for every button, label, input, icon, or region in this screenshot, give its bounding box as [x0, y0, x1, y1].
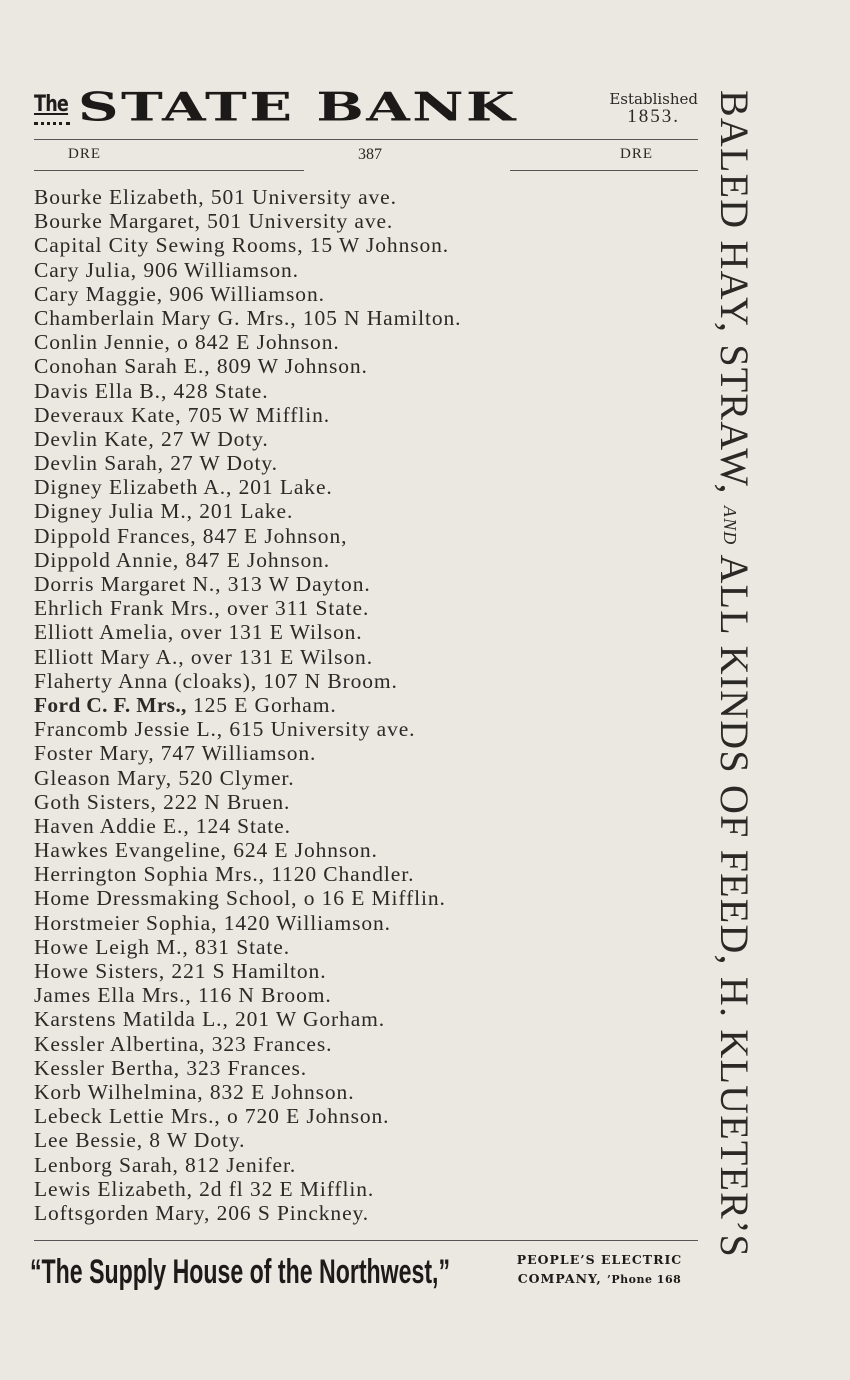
directory-entry	[34, 403, 461, 427]
directory-entry	[34, 693, 461, 717]
entry-name: Lee Bessie,	[34, 1128, 144, 1153]
directory-entry	[34, 1128, 461, 1152]
entry-address: 747 Williamson.	[160, 741, 317, 766]
entry-name: Digney Elizabeth A.,	[34, 475, 233, 500]
footer-company-ad	[497, 1250, 702, 1289]
entry-address: 323 Frances.	[186, 1055, 307, 1080]
entry-address: 8 W Doty.	[149, 1128, 246, 1153]
entry-name: Davis Ella B.,	[34, 378, 168, 403]
entry-name: Kessler Albertina,	[34, 1031, 206, 1056]
directory-entry	[34, 766, 461, 790]
entry-address: 812 Jenifer.	[185, 1152, 297, 1177]
left-guide-word: DRE	[68, 146, 101, 162]
directory-entry	[34, 209, 461, 233]
directory-entry	[34, 717, 461, 741]
entry-name: Conlin Jennie,	[34, 330, 171, 355]
entry-address: 832 E Johnson.	[209, 1079, 355, 1104]
entry-name: Elliott Amelia,	[34, 620, 175, 645]
entry-address: 501 University ave.	[210, 185, 397, 209]
directory-entry	[34, 524, 461, 548]
entry-address: 27 W Doty.	[170, 451, 278, 476]
directory-entry	[34, 959, 461, 983]
running-head-rule-right	[510, 170, 698, 171]
entry-address: 323 Frances.	[211, 1031, 333, 1056]
entry-address: 15 W Johnson.	[309, 233, 450, 258]
side-ad-part1: BALED HAY, STRAW,	[712, 90, 757, 495]
entry-name: Ehrlich Frank Mrs.,	[34, 596, 221, 621]
entry-name: Lenborg Sarah,	[34, 1152, 179, 1177]
entry-name: Cary Julia,	[34, 257, 138, 282]
entry-name: Hawkes Evangeline,	[34, 838, 227, 863]
entry-name: Howe Sisters,	[34, 959, 166, 983]
entry-address: 201 Lake.	[238, 475, 333, 500]
entry-address: 847 E Johnson,	[202, 523, 348, 548]
footer-company-line2: COMPANY,	[517, 1271, 602, 1286]
directory-entries	[34, 185, 461, 1225]
directory-entry	[34, 475, 461, 499]
footer-rule	[34, 1240, 698, 1241]
entry-address: 1120 Chandler.	[271, 862, 415, 887]
directory-entry	[34, 451, 461, 475]
entry-address: 501 University ave.	[207, 209, 394, 234]
entry-name: Devlin Sarah,	[34, 451, 164, 476]
footer-slogan: “The Supply House of the Northwest,”	[30, 1253, 451, 1291]
entry-name: Kessler Bertha,	[34, 1055, 181, 1080]
established-label: Established	[609, 90, 698, 108]
entry-name: Horstmeier Sophia,	[34, 910, 218, 935]
side-ad-clip	[690, 80, 760, 1295]
banner-ornament	[34, 122, 70, 129]
directory-entry	[34, 427, 461, 451]
entry-address: 847 E Johnson.	[185, 547, 331, 572]
directory-entry	[34, 741, 461, 765]
directory-entry	[34, 790, 461, 814]
right-guide-word: DRE	[620, 146, 653, 162]
entry-address: 906 Williamson.	[169, 281, 325, 306]
entry-name: Deveraux Kate,	[34, 402, 182, 427]
established-block	[609, 90, 698, 126]
entry-address: 1420 Williamson.	[223, 910, 391, 935]
entry-name: Dippold Annie,	[34, 547, 180, 572]
directory-entry	[34, 1104, 461, 1128]
footer-company-line1: PEOPLE’S ELECTRIC	[516, 1252, 683, 1267]
directory-entry	[34, 596, 461, 620]
directory-entry	[34, 1201, 461, 1225]
entry-name: Goth Sisters,	[34, 789, 157, 814]
entry-address: o 720 E Johnson.	[226, 1104, 390, 1129]
entry-name: Digney Julia M.,	[34, 499, 193, 524]
entry-name: Ford C. F. Mrs.,	[34, 692, 187, 717]
directory-entry	[34, 1080, 461, 1104]
entry-address: 124 State.	[195, 813, 291, 838]
directory-entry	[34, 548, 461, 572]
directory-entry	[34, 838, 461, 862]
entry-name: Herrington Sophia Mrs.,	[34, 862, 265, 887]
directory-entry	[34, 1177, 461, 1201]
entry-name: Gleason Mary,	[34, 765, 173, 790]
entry-address: o 16 E Mifflin.	[303, 886, 446, 911]
entry-address: 520 Clymer.	[178, 765, 295, 790]
entry-name: Elliott Mary A.,	[34, 644, 185, 669]
side-ad-and: AND	[720, 505, 741, 546]
directory-entry	[34, 1032, 461, 1056]
banner-the: The	[34, 92, 69, 117]
directory-entry	[34, 669, 461, 693]
entry-name: Loftsgorden Mary,	[34, 1200, 211, 1225]
running-head-rule-left	[34, 170, 304, 171]
entry-address: 809 W Johnson.	[216, 354, 368, 379]
entry-address: 906 Williamson.	[143, 257, 299, 282]
entry-name: James Ella Mrs.,	[34, 983, 192, 1008]
entry-name: Dorris Margaret N.,	[34, 572, 222, 596]
directory-entry	[34, 620, 461, 644]
entry-address: o 842 E Johnson.	[177, 330, 340, 355]
entry-address: 705 W Mifflin.	[187, 402, 330, 427]
directory-entry	[34, 354, 461, 378]
bank-name: STATE BANK	[78, 84, 518, 130]
entry-name: Lebeck Lettie Mrs.,	[34, 1104, 221, 1129]
entry-address: 201 W Gorham.	[235, 1007, 386, 1032]
entry-address: 222 N Bruen.	[163, 789, 291, 814]
entry-address: 201 Lake.	[199, 499, 294, 524]
directory-entry	[34, 185, 461, 209]
footer-company-line2-row	[497, 1269, 702, 1289]
entry-name: Chamberlain Mary G. Mrs.,	[34, 305, 297, 330]
entry-name: Haven Addie E.,	[34, 813, 190, 838]
entry-name: Lewis Elizabeth,	[34, 1176, 193, 1201]
entry-name: Dippold Frances,	[34, 523, 197, 548]
entry-address: 313 W Dayton.	[227, 572, 371, 596]
header-rule	[34, 139, 698, 140]
entry-address: 27 W Doty.	[160, 426, 269, 451]
entry-address: 624 E Johnson.	[233, 838, 378, 863]
entry-name: Bourke Elizabeth,	[34, 185, 205, 209]
side-advertisement	[712, 90, 756, 1295]
entry-address: over 131 E Wilson.	[180, 620, 363, 645]
side-ad-part2: ALL KINDS OF FEED, H. KLUETER’S	[712, 554, 757, 1258]
directory-entry	[34, 1056, 461, 1080]
entry-address: 221 S Hamilton.	[171, 959, 327, 983]
directory-entry	[34, 911, 461, 935]
entry-address: 125 E Gorham.	[192, 692, 337, 717]
directory-entry	[34, 499, 461, 523]
directory-entry	[34, 258, 461, 282]
directory-entry	[34, 983, 461, 1007]
entry-address: over 311 State.	[226, 596, 370, 621]
entry-name: Howe Leigh M.,	[34, 934, 189, 959]
footer-company-phone: ’Phone 168	[607, 1273, 682, 1286]
entry-address: 105 N Hamilton.	[302, 305, 462, 330]
entry-address: 116 N Broom.	[198, 983, 332, 1008]
directory-entry	[34, 282, 461, 306]
directory-entry	[34, 645, 461, 669]
entry-name: Capital City Sewing Rooms,	[34, 233, 304, 258]
entry-address: 428 State.	[173, 378, 269, 403]
entry-name: Cary Maggie,	[34, 281, 164, 306]
directory-entry	[34, 935, 461, 959]
directory-entry	[34, 886, 461, 910]
directory-entry	[34, 330, 461, 354]
directory-entry	[34, 233, 461, 257]
directory-entry	[34, 572, 461, 596]
entry-name: Flaherty Anna (cloaks),	[34, 668, 258, 693]
entry-address: 831 State.	[195, 934, 290, 959]
directory-entry	[34, 814, 461, 838]
entry-address: over 131 E Wilson.	[190, 644, 373, 669]
entry-name: Foster Mary,	[34, 741, 155, 766]
directory-entry	[34, 379, 461, 403]
entry-address: 206 S Pinckney.	[216, 1200, 370, 1225]
entry-name: Karstens Matilda L.,	[34, 1007, 229, 1032]
entry-name: Home Dressmaking School,	[34, 886, 298, 911]
entry-name: Conohan Sarah E.,	[34, 354, 211, 379]
established-year: 1853.	[627, 106, 681, 127]
directory-entry	[34, 862, 461, 886]
entry-address: 615 University ave.	[229, 717, 416, 742]
directory-entry	[34, 1007, 461, 1031]
page-number: 387	[358, 146, 382, 163]
entry-name: Francomb Jessie L.,	[34, 717, 224, 742]
directory-entry	[34, 306, 461, 330]
entry-name: Devlin Kate,	[34, 426, 155, 451]
directory-entry	[34, 1153, 461, 1177]
entry-name: Korb Wilhelmina,	[34, 1079, 204, 1104]
entry-name: Bourke Margaret,	[34, 209, 201, 234]
entry-address: 107 N Broom.	[263, 668, 398, 693]
entry-address: 2d fl 32 E Mifflin.	[199, 1176, 375, 1201]
